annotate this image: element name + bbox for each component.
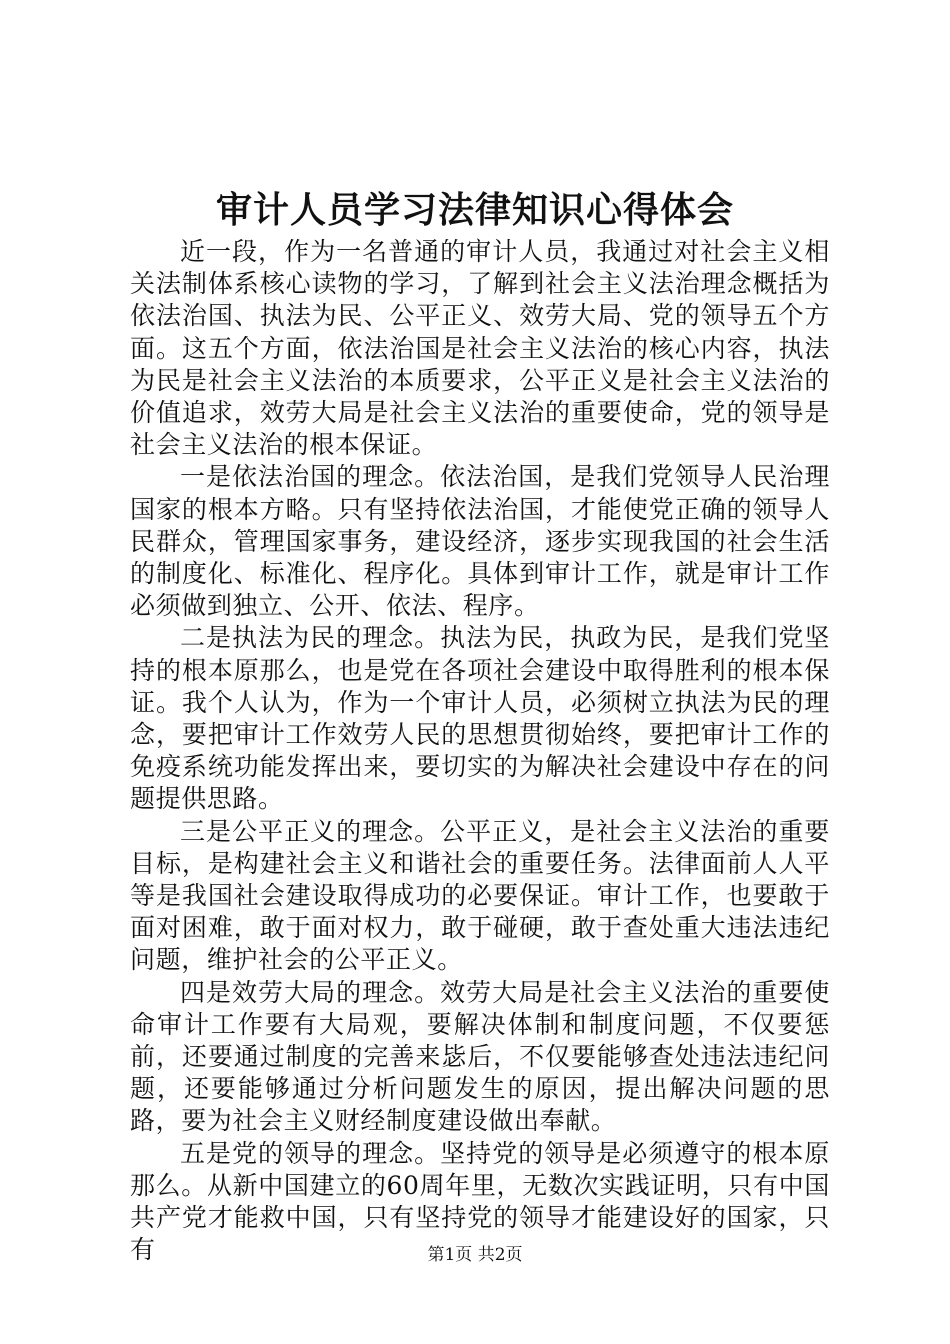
paragraph-serve-overall: 四是效劳大局的理念。效劳大局是社会主义法治的重要使命审计工作要有大局观，要解决体制和制度问题，不仅要惩前，还要通过制度的完善来毖后，不仅要能够查处违法违纪问题，还要能够通过分析问题发生的原因，提出解决问题的思路，要为社会主义财经制度建设做出奉献。 xyxy=(130,977,830,1136)
document-title: 审计人员学习法律知识心得体会 xyxy=(215,189,734,231)
paragraph-law-for-people: 二是执法为民的理念。执法为民，执政为民，是我们党坚持的根本原那么，也是党在各项社会建设中取得胜利的根本保证。我个人认为，作为一个审计人员，必须树立执法为民的理念，要把审计工作效劳人民的思想贯彻始终，要把审计工作的免疫系统功能发挥出来，要切实的为解决社会建设中存在的问题提供思路。 xyxy=(130,623,830,814)
paragraph-intro: 近一段，作为一名普通的审计人员，我通过对社会主义相关法制体系核心读物的学习，了解到社会主义法治理念概括为依法治国、执法为民、公平正义、效劳大局、党的领导五个方面。这五个方面，依法治国是社会主义法治的核心内容，执法为民是社会主义法治的本质要求，公平正义是社会主义法治的价值追求，效劳大局是社会主义法治的重要使命，党的领导是社会主义法治的根本保证。 xyxy=(130,237,830,460)
paragraph-party-leadership: 五是党的领导的理念。坚持党的领导是必须遵守的根本原那么。从新中国建立的60周年里，无数次实践证明，只有中国共产党才能救中国，只有坚持党的领导才能建设好的国家，只有 xyxy=(130,1138,830,1265)
page-footer: 第1页 共2页 xyxy=(427,1245,523,1265)
paragraph-fairness-justice: 三是公平正义的理念。公平正义，是社会主义法治的重要目标，是构建社会主义和谐社会的重要任务。法律面前人人平等是我国社会建设取得成功的必要保证。审计工作，也要敢于面对困难，敢于面对权力，敢于碰硬，敢于查处重大违法违纪问题，维护社会的公平正义。 xyxy=(130,816,830,975)
document-body xyxy=(130,236,830,1267)
paragraph-rule-of-law: 一是依法治国的理念。依法治国，是我们党领导人民治理国家的根本方略。只有坚持依法治国，才能使党正确的领导人民群众，管理国家事务，建设经济，逐步实现我国的社会生活的制度化、标准化、程序化。具体到审计工作，就是审计工作必须做到独立、公开、依法、程序。 xyxy=(130,462,830,621)
